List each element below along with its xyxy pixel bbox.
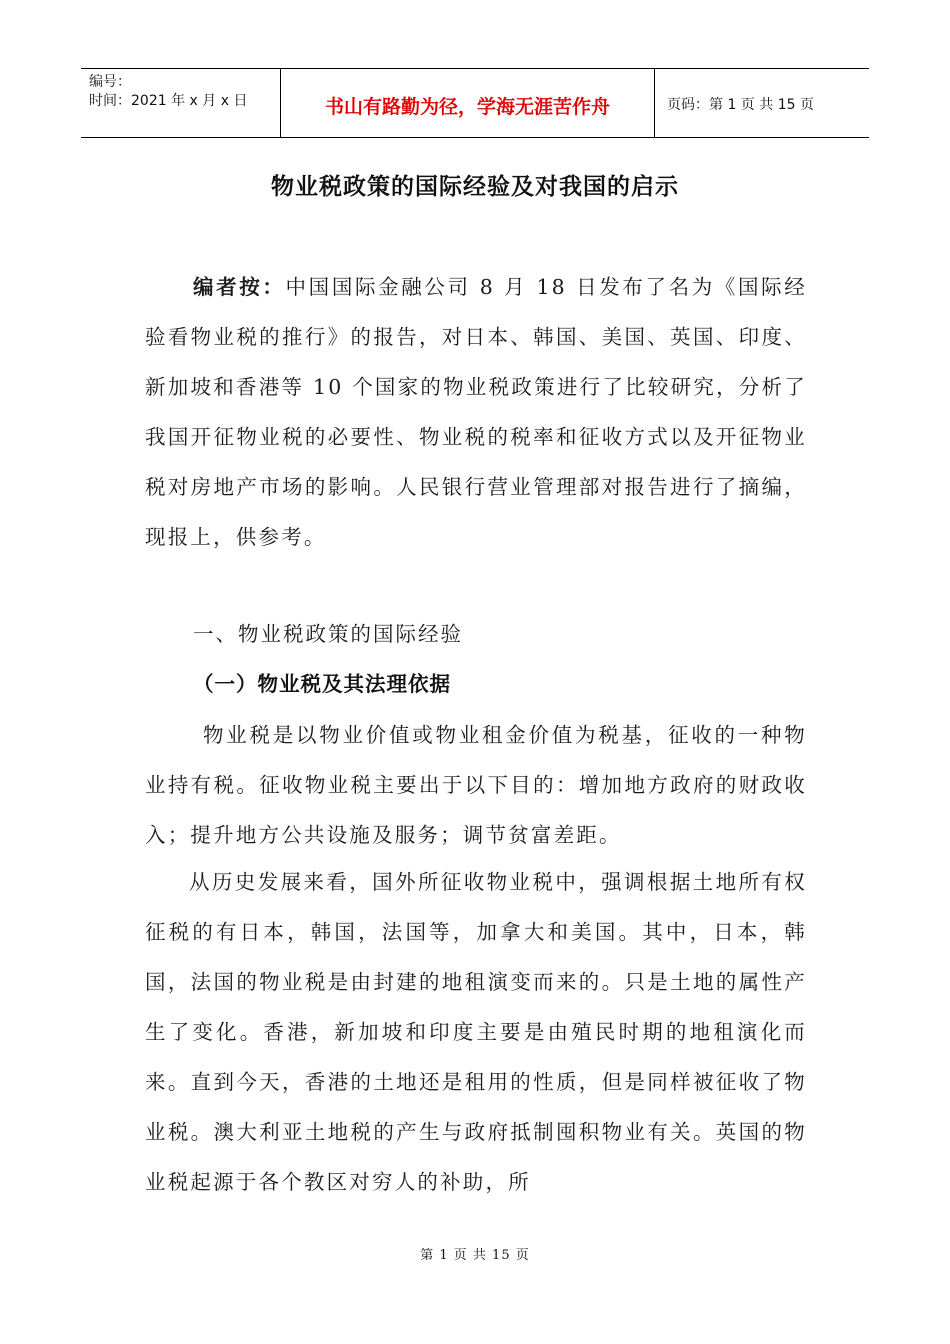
editor-note xyxy=(145,262,807,562)
time-label: 时间：2021 年 x 月 x 日 xyxy=(89,93,248,109)
header-page-info: 页码：第 1 页 共 15 页 xyxy=(667,97,814,113)
document-title: 物业税政策的国际经验及对我国的启示 xyxy=(271,174,679,200)
number-label: 编号： xyxy=(89,74,131,90)
body-paragraph-2: 从历史发展来看，国外所征收物业税中，强调根据土地所有权征税的有日本，韩国，法国等，加拿大和美国。其中，日本，韩国，法国的物业税是由封建的地租演变而来的。只是土地的属性产生了变化。香港，新加坡和印度主要是由殖民时期的地租演化而来。直到今天，香港的土地还是租用的性质，但是同样被征收了物业税。澳大利亚土地税的产生与政府抵制囤积物业有关。英国的物业税起源于各个教区对穷人的补助，所 xyxy=(145,870,807,1194)
body-paragraph-1: 物业税是以物业价值或物业租金价值为税基，征收的一种物业持有税。征收物业税主要出于以下目的：增加地方政府的财政收入；提升地方公共设施及服务；调节贫富差距。 xyxy=(145,723,807,847)
page-footer: 第 1 页 共 15 页 xyxy=(420,1248,530,1263)
document-header xyxy=(81,68,869,138)
header-motto: 书山有路勤为径，学海无涯苦作舟 xyxy=(281,69,655,137)
subheading: （一）物业税及其法理依据 xyxy=(193,672,451,696)
editor-note-text: 中国国际金融公司 8 月 18 日发布了名为《国际经验看物业税的推行》的报告，对日本、韩国、美国、英国、印度、新加坡和香港等 10 个国家的物业税政策进行了比较研究，分析了我国开征物业税的必要性、物业税的税率和征收方式以及开征物业税对房地产市场的影响。人民银行营业管理部对报告进行了摘编，现报上，供参考。 xyxy=(145,275,807,549)
editor-note-lead: 编者按： xyxy=(193,275,286,299)
header-meta xyxy=(81,69,281,137)
section-heading: 一、物业税政策的国际经验 xyxy=(193,622,463,646)
